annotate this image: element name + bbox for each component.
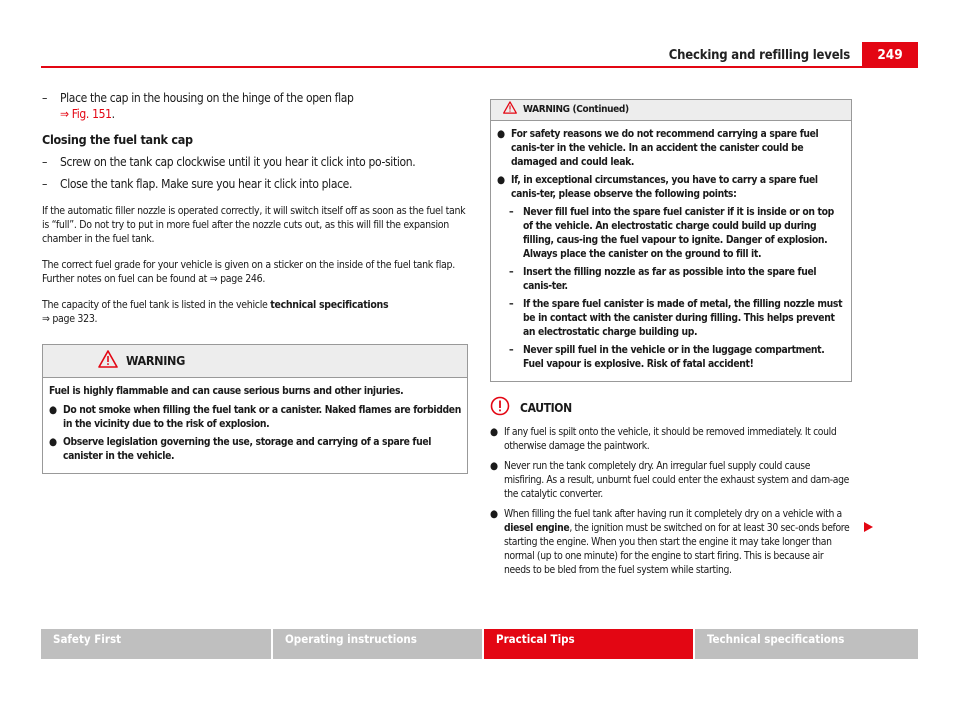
step-end: . <box>111 107 115 121</box>
step-place-cap <box>42 90 468 122</box>
paragraph-capacity <box>42 298 468 326</box>
bullet-dot: ● <box>490 426 498 438</box>
footer-tab-operating-instructions[interactable]: Operating instructions <box>273 629 482 659</box>
footer-tab-technical-specifications[interactable]: Technical specifications <box>695 629 918 659</box>
bullet-dot: ● <box>49 404 57 416</box>
warning-body <box>43 378 467 473</box>
bullet-dot: ● <box>497 128 505 140</box>
warning-subitem: – Never spill fuel in the vehicle or in the luggage compartment. Fuel vapour is explosive. Risk of fatal accident! <box>509 344 825 370</box>
caution-header <box>490 396 852 419</box>
continue-arrow-icon <box>864 517 873 536</box>
warning-continued-header <box>491 100 851 121</box>
step-text: Place the cap in the housing on the hinge of the open flap <box>60 91 354 105</box>
caution-block <box>490 396 852 577</box>
footer-nav <box>41 629 918 659</box>
footer-tab-safety-first[interactable]: Safety First <box>41 629 271 659</box>
warning-bullet: ● Do not smoke when filling the fuel tank or a canister. Naked flames are forbidden in the vicinity due to the risk of explosion. <box>49 404 461 430</box>
warning-triangle-icon <box>503 101 517 119</box>
step-dash: – <box>42 177 48 191</box>
warning-subitem: – Insert the filling nozzle as far as possible into the spare fuel canis-ter. <box>509 266 817 292</box>
step-dash: – <box>42 155 48 169</box>
warning-triangle-icon <box>98 350 118 372</box>
caution-bullet: ● Never run the tank completely dry. An irregular fuel supply could cause misfiring. As a result, unburnt fuel could enter the exhaust system and dam-age the catalytic converter. <box>490 460 849 500</box>
warning-header <box>43 345 467 378</box>
caution-bullet: ● When filling the fuel tank after having run it completely dry on a vehicle with a diesel engine, the ignition must be switched on for at least 30 sec-onds before starting the engine. When you then start the engine it may take longer than normal (up to one minute) for the engine to start firing. This is because air needs to be bled from the fuel system while starting. <box>490 508 850 576</box>
footer-tab-practical-tips[interactable]: Practical Tips <box>484 629 693 659</box>
warning-continued-title: WARNING (Continued) <box>523 104 629 115</box>
bullet-dot: ● <box>490 460 498 472</box>
caution-title: CAUTION <box>520 400 572 415</box>
warning-continued-box <box>490 99 852 382</box>
step-screw-cap <box>42 154 468 170</box>
warning-intro: Fuel is highly flammable and can cause serious burns and other injuries. <box>49 385 404 397</box>
bullet-dot: ● <box>497 174 505 186</box>
paragraph-fuel-grade: The correct fuel grade for your vehicle is given on a sticker on the inside of the fuel tank flap. Further notes on fuel can be found at ⇒ page 246. <box>42 259 455 285</box>
page-number: 249 <box>862 42 918 68</box>
step-dash: – <box>42 91 48 105</box>
figure-link[interactable]: ⇒ Fig. 151 <box>60 107 112 121</box>
caution-exclamation-icon <box>490 396 510 419</box>
left-column <box>42 90 468 474</box>
warning-bullet: ● For safety reasons we do not recommend carrying a spare fuel canis-ter in the vehicle. In an accident the canister could be damaged and could leak. <box>497 128 819 168</box>
paragraph-auto-nozzle: If the automatic filler nozzle is operated correctly, it will switch itself off as soon as the fuel tank is “full”. Do not try to put in more fuel after the nozzle cuts out, as this will fill the expansion chamber in the fuel tank. <box>42 205 466 245</box>
warning-bullet: ● If, in exceptional circumstances, you have to carry a spare fuel canis-ter, please observe the following points: <box>497 174 818 200</box>
section-title: Checking and refilling levels <box>668 48 850 63</box>
caution-bullet: ● If any fuel is spilt onto the vehicle, it should be removed immediately. It could otherwise damage the paintwork. <box>490 426 837 452</box>
step-text: Screw on the tank cap clockwise until it you hear it click into po-sition. <box>60 155 416 169</box>
warning-subitem: – Never fill fuel into the spare fuel canister if it is inside or on top of the vehicle. An electrostatic charge could build up during filling, caus-ing the fuel vapour to ignite. Danger of explosion. Always place the canister on the ground to fill it. <box>509 206 834 260</box>
sub-dash: – <box>509 344 514 356</box>
warning-title: WARNING <box>126 353 185 368</box>
step-close-flap <box>42 176 468 192</box>
sub-dash: – <box>509 298 514 310</box>
section-heading: Closing the fuel tank cap <box>42 132 193 147</box>
step-text: Close the tank flap. Make sure you hear it click into place. <box>60 177 353 191</box>
warning-bullet: ● Observe legislation governing the use, storage and carrying of a spare fuel canister in the vehicle. <box>49 436 432 462</box>
diesel-engine-bold: diesel engine <box>504 522 570 534</box>
warning-continued-body <box>491 121 851 381</box>
capacity-bold: technical specifications <box>270 299 389 311</box>
sub-dash: – <box>509 206 514 218</box>
warning-box <box>42 344 468 474</box>
right-column <box>490 99 852 583</box>
caution-body <box>490 425 852 577</box>
capacity-text: The capacity of the fuel tank is listed in the vehicle <box>42 299 271 311</box>
warning-subitem: – If the spare fuel canister is made of metal, the filling nozzle must be in contact with the canister during filling. This helps prevent an electrostatic charge building up. <box>509 298 843 338</box>
sub-dash: – <box>509 266 514 278</box>
bullet-dot: ● <box>490 508 498 520</box>
capacity-page-link[interactable]: ⇒ page 323. <box>42 313 98 325</box>
header-rule <box>41 66 918 68</box>
bullet-dot: ● <box>49 436 57 448</box>
